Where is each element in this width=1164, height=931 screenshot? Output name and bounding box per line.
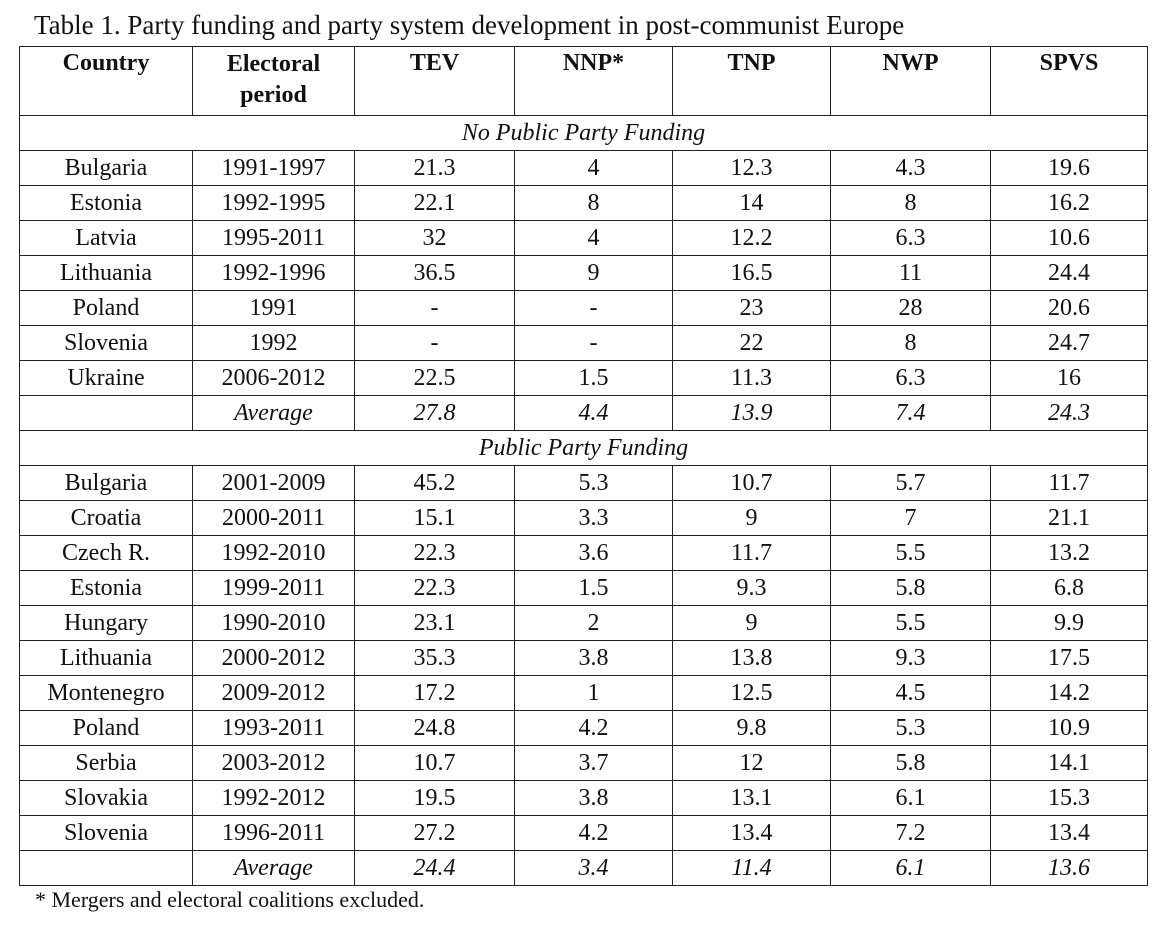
average-cell: 27.8	[355, 396, 515, 431]
value-cell: 23	[673, 291, 831, 326]
value-cell: 4.2	[515, 816, 673, 851]
average-cell: 7.4	[831, 396, 991, 431]
table-row	[20, 606, 1148, 641]
average-cell: 13.6	[991, 851, 1148, 886]
value-cell: 1	[515, 676, 673, 711]
table-row	[20, 641, 1148, 676]
country-cell: Hungary	[20, 606, 193, 641]
country-cell: Bulgaria	[20, 466, 193, 501]
average-cell: 11.4	[673, 851, 831, 886]
value-cell: 5.8	[831, 571, 991, 606]
value-cell: 6.8	[991, 571, 1148, 606]
value-cell: 28	[831, 291, 991, 326]
value-cell: 22	[673, 326, 831, 361]
value-cell: 22.3	[355, 571, 515, 606]
value-cell: 14.2	[991, 676, 1148, 711]
value-cell: 9.8	[673, 711, 831, 746]
average-cell	[20, 851, 193, 886]
value-cell: 10.6	[991, 221, 1148, 256]
table-row	[20, 151, 1148, 186]
value-cell: 13.4	[673, 816, 831, 851]
section-label: Public Party Funding	[20, 431, 1148, 466]
value-cell: 5.3	[515, 466, 673, 501]
country-cell: Lithuania	[20, 256, 193, 291]
value-cell: 5.8	[831, 746, 991, 781]
value-cell: 7	[831, 501, 991, 536]
value-cell: 16.2	[991, 186, 1148, 221]
value-cell: 4.5	[831, 676, 991, 711]
footnote: * Mergers and electoral coalitions excluded.	[35, 887, 425, 912]
value-cell: 13.2	[991, 536, 1148, 571]
value-cell: 13.4	[991, 816, 1148, 851]
table-row	[20, 711, 1148, 746]
value-cell: 15.1	[355, 501, 515, 536]
value-cell: 11	[831, 256, 991, 291]
average-cell: 3.4	[515, 851, 673, 886]
average-cell: 4.4	[515, 396, 673, 431]
value-cell: 6.1	[831, 781, 991, 816]
table-row	[20, 186, 1148, 221]
value-cell: 4.2	[515, 711, 673, 746]
value-cell: 16.5	[673, 256, 831, 291]
value-cell: 1.5	[515, 571, 673, 606]
value-cell: 11.7	[673, 536, 831, 571]
value-cell: 19.5	[355, 781, 515, 816]
period-cell: 1996-2011	[193, 816, 355, 851]
table-row	[20, 571, 1148, 606]
value-cell: 24.4	[991, 256, 1148, 291]
value-cell: 9.3	[673, 571, 831, 606]
country-cell: Bulgaria	[20, 151, 193, 186]
value-cell: 11.7	[991, 466, 1148, 501]
value-cell: 22.5	[355, 361, 515, 396]
value-cell: 45.2	[355, 466, 515, 501]
table-row	[20, 746, 1148, 781]
value-cell: 32	[355, 221, 515, 256]
average-label: Average	[193, 851, 355, 886]
value-cell: 14.1	[991, 746, 1148, 781]
period-cell: 1992-2012	[193, 781, 355, 816]
value-cell: -	[355, 326, 515, 361]
value-cell: 11.3	[673, 361, 831, 396]
column-header-tnp: TNP	[673, 47, 831, 116]
value-cell: 27.2	[355, 816, 515, 851]
value-cell: 9.9	[991, 606, 1148, 641]
value-cell: 7.2	[831, 816, 991, 851]
country-cell: Serbia	[20, 746, 193, 781]
table-row	[20, 291, 1148, 326]
period-cell: 2001-2009	[193, 466, 355, 501]
country-cell: Poland	[20, 711, 193, 746]
value-cell: 9	[515, 256, 673, 291]
table-row	[20, 676, 1148, 711]
value-cell: 8	[831, 326, 991, 361]
value-cell: 4	[515, 151, 673, 186]
country-cell: Slovenia	[20, 816, 193, 851]
table-row	[20, 501, 1148, 536]
value-cell: 6.3	[831, 221, 991, 256]
value-cell: 12.3	[673, 151, 831, 186]
country-cell: Ukraine	[20, 361, 193, 396]
value-cell: 23.1	[355, 606, 515, 641]
value-cell: 5.5	[831, 606, 991, 641]
value-cell: 22.1	[355, 186, 515, 221]
average-row	[20, 396, 1148, 431]
table-body	[20, 116, 1148, 886]
table-row	[20, 326, 1148, 361]
table-row	[20, 221, 1148, 256]
value-cell: 3.6	[515, 536, 673, 571]
value-cell: 10.7	[355, 746, 515, 781]
period-cell: 2009-2012	[193, 676, 355, 711]
table-row	[20, 256, 1148, 291]
section-header-row	[20, 431, 1148, 466]
value-cell: 3.8	[515, 641, 673, 676]
period-cell: 2006-2012	[193, 361, 355, 396]
period-cell: 1991-1997	[193, 151, 355, 186]
period-cell: 1993-2011	[193, 711, 355, 746]
value-cell: 12.5	[673, 676, 831, 711]
value-cell: 6.3	[831, 361, 991, 396]
country-cell: Lithuania	[20, 641, 193, 676]
value-cell: 3.7	[515, 746, 673, 781]
value-cell: 9.3	[831, 641, 991, 676]
table-row	[20, 361, 1148, 396]
value-cell: 21.3	[355, 151, 515, 186]
value-cell: 24.8	[355, 711, 515, 746]
value-cell: 3.8	[515, 781, 673, 816]
country-cell: Montenegro	[20, 676, 193, 711]
table-row	[20, 536, 1148, 571]
value-cell: 8	[515, 186, 673, 221]
average-label: Average	[193, 396, 355, 431]
table-row	[20, 466, 1148, 501]
column-header-electoral-period: Electoral period	[193, 47, 355, 116]
value-cell: 5.7	[831, 466, 991, 501]
country-cell: Estonia	[20, 571, 193, 606]
value-cell: 12	[673, 746, 831, 781]
period-cell: 1999-2011	[193, 571, 355, 606]
period-cell: 1991	[193, 291, 355, 326]
column-header-nnp: NNP*	[515, 47, 673, 116]
period-cell: 1990-2010	[193, 606, 355, 641]
table-row	[20, 781, 1148, 816]
period-cell: 1992-1995	[193, 186, 355, 221]
country-cell: Poland	[20, 291, 193, 326]
country-cell: Croatia	[20, 501, 193, 536]
column-header-country: Country	[20, 47, 193, 116]
value-cell: 36.5	[355, 256, 515, 291]
value-cell: -	[355, 291, 515, 326]
value-cell: 16	[991, 361, 1148, 396]
value-cell: 2	[515, 606, 673, 641]
average-cell: 13.9	[673, 396, 831, 431]
average-cell	[20, 396, 193, 431]
value-cell: 10.9	[991, 711, 1148, 746]
value-cell: 3.3	[515, 501, 673, 536]
period-cell: 2003-2012	[193, 746, 355, 781]
country-cell: Slovakia	[20, 781, 193, 816]
header-row	[20, 47, 1148, 116]
average-row	[20, 851, 1148, 886]
value-cell: -	[515, 291, 673, 326]
value-cell: 4	[515, 221, 673, 256]
section-header-row	[20, 116, 1148, 151]
value-cell: 1.5	[515, 361, 673, 396]
value-cell: 9	[673, 606, 831, 641]
average-cell: 24.4	[355, 851, 515, 886]
value-cell: 24.7	[991, 326, 1148, 361]
period-cell: 2000-2012	[193, 641, 355, 676]
value-cell: 8	[831, 186, 991, 221]
value-cell: 9	[673, 501, 831, 536]
value-cell: 4.3	[831, 151, 991, 186]
table-title: Table 1. Party funding and party system development in post-communist Europe	[34, 10, 905, 40]
value-cell: 5.5	[831, 536, 991, 571]
period-cell: 1992-1996	[193, 256, 355, 291]
column-header-nwp: NWP	[831, 47, 991, 116]
column-header-tev: TEV	[355, 47, 515, 116]
value-cell: 5.3	[831, 711, 991, 746]
value-cell: 22.3	[355, 536, 515, 571]
country-cell: Estonia	[20, 186, 193, 221]
data-table	[19, 46, 1148, 886]
period-cell: 1995-2011	[193, 221, 355, 256]
value-cell: 15.3	[991, 781, 1148, 816]
value-cell: -	[515, 326, 673, 361]
value-cell: 20.6	[991, 291, 1148, 326]
value-cell: 17.5	[991, 641, 1148, 676]
value-cell: 21.1	[991, 501, 1148, 536]
period-cell: 2000-2011	[193, 501, 355, 536]
value-cell: 10.7	[673, 466, 831, 501]
value-cell: 13.8	[673, 641, 831, 676]
average-cell: 6.1	[831, 851, 991, 886]
section-label: No Public Party Funding	[20, 116, 1148, 151]
value-cell: 17.2	[355, 676, 515, 711]
country-cell: Slovenia	[20, 326, 193, 361]
value-cell: 35.3	[355, 641, 515, 676]
value-cell: 19.6	[991, 151, 1148, 186]
value-cell: 12.2	[673, 221, 831, 256]
country-cell: Czech R.	[20, 536, 193, 571]
table-row	[20, 816, 1148, 851]
period-cell: 1992	[193, 326, 355, 361]
column-header-spvs: SPVS	[991, 47, 1148, 116]
period-cell: 1992-2010	[193, 536, 355, 571]
value-cell: 14	[673, 186, 831, 221]
value-cell: 13.1	[673, 781, 831, 816]
average-cell: 24.3	[991, 396, 1148, 431]
country-cell: Latvia	[20, 221, 193, 256]
